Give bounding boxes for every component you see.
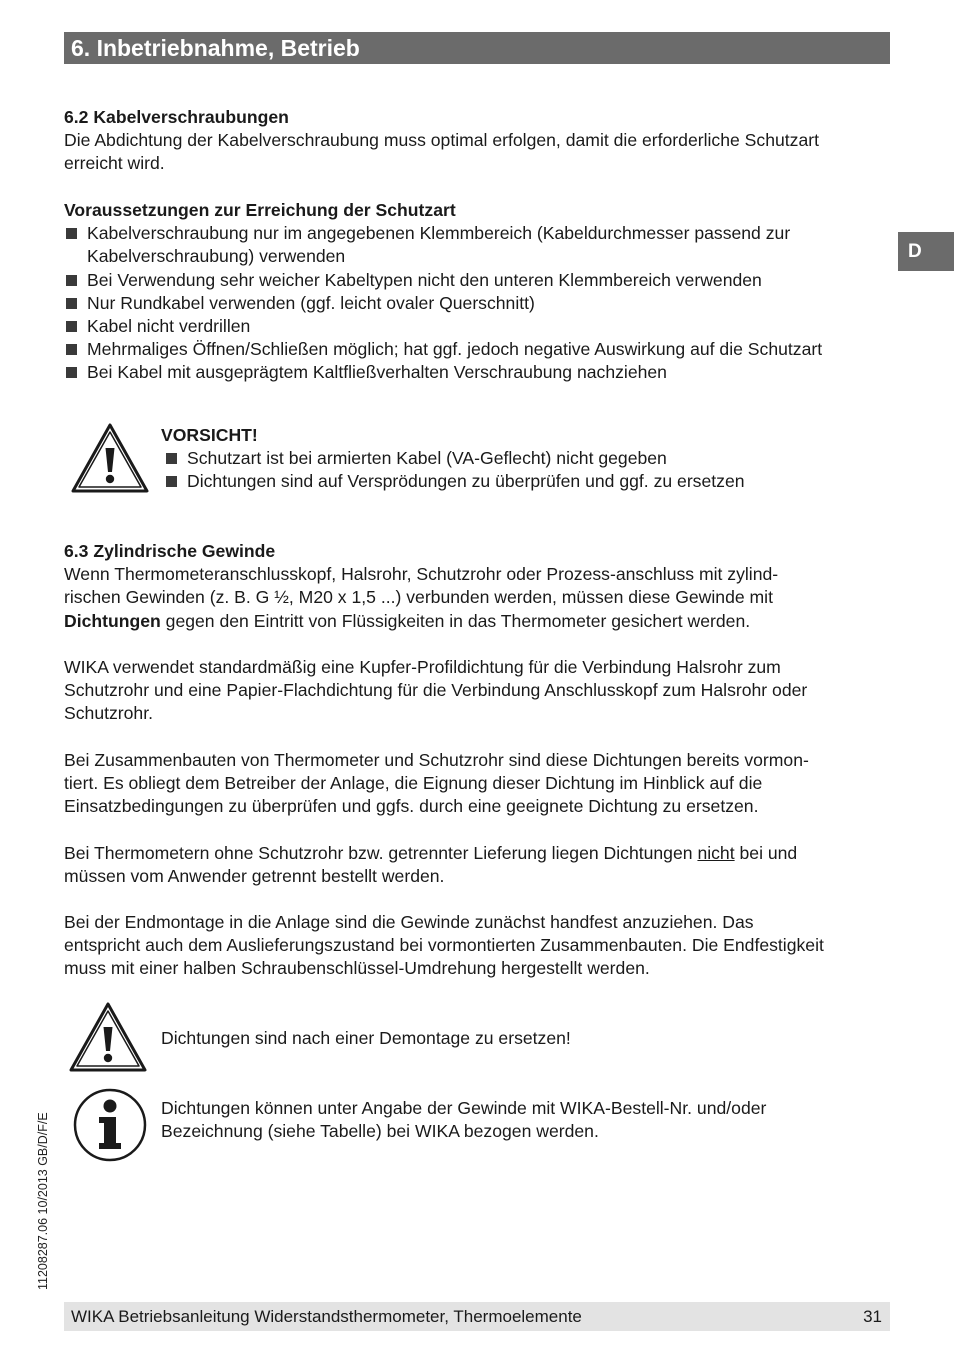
section-6-2-heading: 6.2 Kabelverschraubungen	[64, 107, 289, 127]
section-title: 6. Inbetriebnahme, Betrieb	[71, 35, 360, 61]
footer	[64, 1302, 890, 1331]
section-6-2	[64, 106, 894, 176]
paragraph-5: Bei der Endmontage in die Anlage sind die Gewinde zunächst handfest anzuziehen. Das entspricht auch dem Auslieferungszustand bei vormontierten Zusammenbauten. Die Endfestigkeit muss mit einer halben Schraubenschlüssel-Umdrehung hergestellt werden.	[64, 912, 824, 979]
section-6-2-intro-line2: erreicht wird.	[64, 153, 165, 174]
warning-note-text: Dichtungen sind nach einer Demontage zu ersetzen!	[161, 1028, 571, 1048]
prerequisites-list	[64, 222, 894, 384]
caution-list	[164, 447, 861, 493]
section-6-3	[64, 540, 894, 633]
paragraph-4: Bei Thermometern ohne Schutzrohr bzw. getrennter Lieferung liegen Dichtungen nicht bei und müssen vom Anwender getrennt bestellt werden.	[64, 843, 798, 887]
section-6-2-intro-line1: Die Abdichtung der Kabelverschraubung muss optimal erfolgen, damit die erforderliche Schutzart	[64, 130, 819, 151]
caution-box	[161, 424, 861, 494]
language-tab-label: D	[908, 241, 922, 262]
prerequisites	[64, 199, 894, 385]
warning-note	[161, 1027, 861, 1050]
list-item: Bei Verwendung sehr weicher Kabeltypen nicht den unteren Klemmbereich verwenden	[64, 269, 894, 292]
paragraph-line: rischen Gewinden (z. B. G ½, M20 x 1,5 ...) verbunden werden, müssen diese Gewinde mit	[64, 587, 773, 608]
footer-text: WIKA Betriebsanleitung Widerstandsthermometer, Thermoelemente	[71, 1307, 582, 1326]
caution-title: VORSICHT!	[161, 425, 258, 445]
paragraph-line: Wenn Thermometeranschlusskopf, Halsrohr, Schutzrohr oder Prozess-anschluss mit zylind-	[64, 564, 779, 585]
section-header	[64, 32, 890, 64]
document-code: 11208287.06 10/2013 GB/D/F/E	[36, 1112, 50, 1290]
paragraph-2: WIKA verwendet standardmäßig eine Kupfer-Profildichtung für die Verbindung Halsrohr zum Schutzrohr und eine Papier-Flachdichtung für die Verbindung Anschlusskopf zum Halsrohr oder Schutzrohr.	[64, 657, 808, 724]
paragraph-line: Dichtungen gegen den Eintritt von Flüssigkeiten in das Thermometer gesichert werden.	[64, 610, 751, 631]
page-number: 31	[863, 1307, 882, 1326]
warning-triangle-icon	[68, 1001, 148, 1073]
info-icon	[72, 1087, 148, 1163]
section-6-3-heading: 6.3 Zylindrische Gewinde	[64, 541, 276, 561]
list-item: Dichtungen sind auf Versprödungen zu überprüfen und ggf. zu ersetzen	[164, 470, 861, 493]
list-item: Mehrmaliges Öffnen/Schließen möglich; hat ggf. jedoch negative Auswirkung auf die Schutzart	[64, 338, 894, 361]
paragraph-3: Bei Zusammenbauten von Thermometer und Schutzrohr sind diese Dichtungen bereits vormon- tiert. Es obliegt dem Betreiber der Anlage, die Eignung dieser Dichtung im Hinblick auf die Einsatzbedingungen zu überprüfen und ggfs. durch eine geeignete Dichtung zu ersetzen.	[64, 750, 809, 817]
list-item: Schutzart ist bei armierten Kabel (VA-Geflecht) nicht gegeben	[164, 447, 861, 470]
list-item: Kabel nicht verdrillen	[64, 315, 894, 338]
list-item: Nur Rundkabel verwenden (ggf. leicht ovaler Querschnitt)	[64, 292, 894, 315]
prerequisites-heading: Voraussetzungen zur Erreichung der Schutzart	[64, 200, 456, 220]
info-note: Dichtungen können unter Angabe der Gewinde mit WIKA-Bestell-Nr. und/oder Bezeichnung (siehe Tabelle) bei WIKA bezogen werden.	[161, 1098, 767, 1142]
list-item: Kabelverschraubung nur im angegebenen Klemmbereich (Kabeldurchmesser passend zur Kabelverschraubung) verwenden	[64, 222, 894, 268]
bold-term: Dichtungen	[64, 610, 161, 631]
list-item: Bei Kabel mit ausgeprägtem Kaltfließverhalten Verschraubung nachziehen	[64, 361, 894, 384]
language-tab	[898, 232, 954, 271]
warning-triangle-icon	[70, 422, 150, 494]
underlined-word: nicht	[697, 843, 735, 863]
